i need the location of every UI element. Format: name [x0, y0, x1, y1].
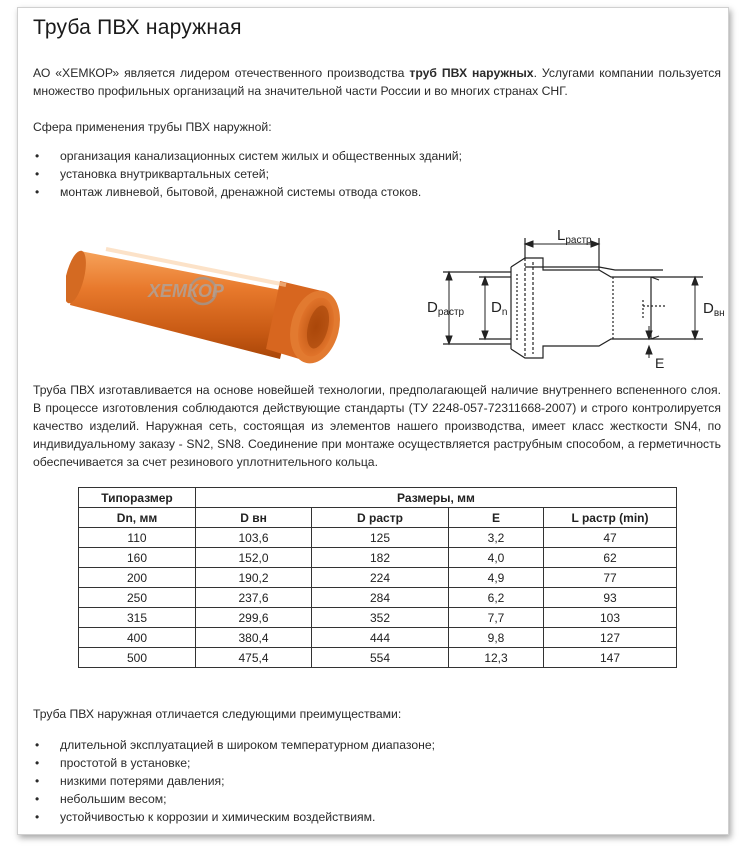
table-cell: 299,6 — [196, 608, 312, 628]
table-cell: 103 — [544, 608, 677, 628]
list-item: • монтаж ливневой, бытовой, дренажной системы отвода стоков. — [33, 183, 462, 201]
intro-paragraph — [33, 64, 721, 100]
table-cell: 103,6 — [196, 528, 312, 548]
table-cell: 77 — [544, 568, 677, 588]
intro-text-post: . Услугами компании пользуется множество профильных организаций на значительной части России и во многих странах СНГ. — [33, 66, 721, 98]
table-cell: 250 — [79, 588, 196, 608]
table-column-header: L растр (min) — [544, 508, 677, 528]
table-row — [79, 568, 677, 588]
table-cell: 400 — [79, 628, 196, 648]
hemkor-logo — [147, 278, 225, 304]
table-cell: 237,6 — [196, 588, 312, 608]
list-item: • установка внутриквартальных сетей; — [33, 165, 462, 183]
list-item: • простотой в установке; — [33, 754, 435, 772]
list-item: • организация канализационных систем жилых и общественных зданий; — [33, 147, 462, 165]
table-row — [79, 628, 677, 648]
label-d-rastr-sub: растр — [437, 307, 465, 318]
table-cell: 12,3 — [449, 648, 544, 668]
label-e: E — [655, 355, 665, 370]
table-cell: 190,2 — [196, 568, 312, 588]
label-d-rastr: D — [427, 299, 438, 316]
table-cell: 4,9 — [449, 568, 544, 588]
table-row — [79, 648, 677, 668]
table-cell: 315 — [79, 608, 196, 628]
description-paragraph: Труба ПВХ изготавливается на основе новейшей технологии, предполагающей наличие внутреннего вспененного слоя. В процессе изготовления соблюдаются действующие стандарты (ТУ 2248-057-72311668-2007) и строго контролируется качество изделий. Наружная сеть, состоящая из элементов нашего производства, имеет класс жесткости SN4, по индивидуальному заказу - SN2, SN8. Соединение при монтаже осуществляется раструбным способом, а герметичность обеспечивается за счет резинового уплотнительного кольца. — [33, 383, 721, 469]
table-cell: 500 — [79, 648, 196, 668]
table-header: Размеры, мм — [196, 488, 677, 508]
table-row — [79, 548, 677, 568]
table-cell: 125 — [312, 528, 449, 548]
table-cell: 7,7 — [449, 608, 544, 628]
table-cell: 200 — [79, 568, 196, 588]
table-cell: 62 — [544, 548, 677, 568]
table-cell: 352 — [312, 608, 449, 628]
sizes-table — [78, 487, 677, 668]
table-cell: 152,0 — [196, 548, 312, 568]
table-row — [79, 528, 677, 548]
table-cell: 9,8 — [449, 628, 544, 648]
pipe-product-image — [66, 219, 342, 364]
list-item: • низкими потерями давления; — [33, 772, 435, 790]
svg-text:Dвн — [703, 300, 725, 319]
table-header: Типоразмер — [79, 488, 196, 508]
table-cell: 224 — [312, 568, 449, 588]
table-column-header: Dn, мм — [79, 508, 196, 528]
intro-text-pre: АО «ХЕМКОР» является лидером отечественного производства — [33, 66, 410, 80]
table-column-header: E — [449, 508, 544, 528]
table-cell: 93 — [544, 588, 677, 608]
table-cell: 127 — [544, 628, 677, 648]
table-cell: 284 — [312, 588, 449, 608]
list-item: • небольшим весом; — [33, 790, 435, 808]
list-item: • устойчивостью к коррозии и химическим воздействиям. — [33, 808, 435, 826]
table-cell: 3,2 — [449, 528, 544, 548]
table-cell: 380,4 — [196, 628, 312, 648]
table-column-header: D вн — [196, 508, 312, 528]
advantages-list — [33, 736, 435, 826]
table-cell: 47 — [544, 528, 677, 548]
label-dvn: D — [703, 300, 714, 317]
label-l: L — [557, 227, 566, 244]
scope-list — [33, 147, 462, 201]
table-cell: 182 — [312, 548, 449, 568]
label-dn: D — [491, 299, 502, 316]
pipe-dimension-diagram — [403, 218, 725, 370]
advantages-heading: Труба ПВХ наружная отличается следующими преимуществами: — [33, 707, 402, 721]
table-cell: 160 — [79, 548, 196, 568]
intro-bold-link: труб ПВХ наружных — [409, 66, 534, 80]
label-l-sub: растр — [565, 235, 592, 246]
list-item: • длительной эксплуатацией в широком температурном диапазоне; — [33, 736, 435, 754]
table-cell: 110 — [79, 528, 196, 548]
table-cell: 6,2 — [449, 588, 544, 608]
scope-heading: Сфера применения трубы ПВХ наружной: — [33, 120, 272, 134]
svg-text:Dрастр — [427, 299, 465, 318]
table-cell: 147 — [544, 648, 677, 668]
table-row — [79, 588, 677, 608]
article-card — [17, 7, 729, 835]
label-dvn-sub: вн — [713, 308, 725, 319]
table-column-header: D растр — [312, 508, 449, 528]
table-cell: 4,0 — [449, 548, 544, 568]
svg-text:Lрастр — [557, 227, 592, 246]
table-row — [79, 608, 677, 628]
table-cell: 444 — [312, 628, 449, 648]
table-cell: 554 — [312, 648, 449, 668]
logo-text: ХЕМКОР — [148, 281, 224, 301]
svg-text:Dn — [491, 299, 507, 318]
table-cell: 475,4 — [196, 648, 312, 668]
page-title: Труба ПВХ наружная — [33, 16, 242, 39]
label-dn-sub: n — [501, 307, 508, 318]
